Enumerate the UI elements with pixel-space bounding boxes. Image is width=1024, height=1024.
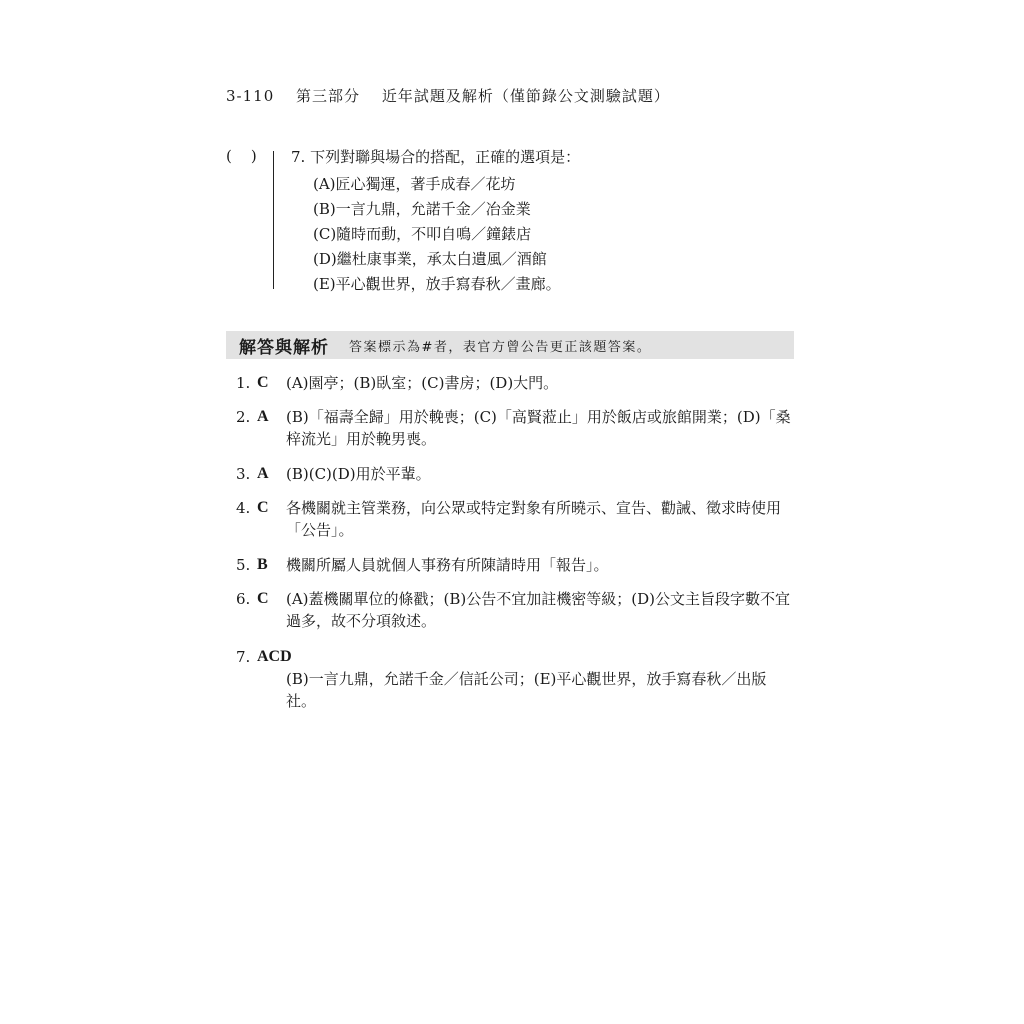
answer-key: C bbox=[257, 499, 269, 516]
answer-item bbox=[236, 463, 796, 485]
answer-number: 7. bbox=[236, 648, 251, 666]
page-header bbox=[226, 85, 796, 106]
answer-number: 6. bbox=[236, 590, 251, 608]
answer-item bbox=[236, 554, 796, 576]
answer-key: A bbox=[257, 465, 269, 482]
answer-explanation: (A)蓋機關單位的條戳；(B)公告不宜加註機密等級；(D)公文主旨段字數不宜過多，故不分項敘述。 bbox=[286, 590, 790, 630]
answer-key: ACD bbox=[257, 648, 292, 665]
answer-number: 3. bbox=[236, 465, 251, 483]
answer-item bbox=[236, 646, 796, 712]
answer-item bbox=[236, 497, 796, 541]
answer-blank: ( ) bbox=[226, 147, 257, 165]
answer-item bbox=[236, 372, 796, 394]
answer-explanation: (A)園亭；(B)臥室；(C)書房；(D)大門。 bbox=[286, 374, 559, 392]
answer-explanation: (B)一言九鼎，允諾千金／信託公司；(E)平心觀世界，放手寫春秋／出版社。 bbox=[286, 670, 767, 710]
answer-explanation: (B)(C)(D)用於平輩。 bbox=[286, 465, 431, 483]
question-divider bbox=[273, 151, 274, 289]
option-b: (B)一言九鼎，允諾千金／冶金業 bbox=[313, 200, 531, 218]
answer-explanation: 各機關就主管業務，向公眾或特定對象有所曉示、宣告、勸誡、徵求時使用「公告」。 bbox=[286, 499, 782, 539]
answers-section-note: 答案標示為#者，表官方曾公告更正該題答案。 bbox=[349, 339, 652, 355]
answer-explanation: 機關所屬人員就個人事務有所陳請時用「報告」。 bbox=[286, 556, 609, 574]
question-block bbox=[226, 147, 796, 292]
page-number: 3-110 bbox=[226, 87, 275, 105]
answer-item bbox=[236, 588, 796, 632]
answer-key: C bbox=[257, 590, 269, 607]
part-label: 第三部分 bbox=[296, 87, 361, 105]
answer-number: 5. bbox=[236, 556, 251, 574]
question-options bbox=[313, 172, 561, 297]
option-c: (C)隨時而動，不叩自鳴／鐘錶店 bbox=[313, 225, 532, 243]
question-text: 7. 下列對聯與場合的搭配，正確的選項是： bbox=[291, 148, 581, 166]
answer-number: 2. bbox=[236, 408, 251, 426]
option-a: (A)匠心獨運，著手成春／花坊 bbox=[313, 175, 516, 193]
answer-item bbox=[236, 406, 796, 450]
option-d: (D)繼杜康事業，承太白遺風／酒館 bbox=[313, 250, 547, 268]
answer-number: 1. bbox=[236, 374, 251, 392]
answer-key: A bbox=[257, 408, 269, 425]
answers-section-title: 解答與解析 bbox=[239, 337, 329, 358]
option-e: (E)平心觀世界，放手寫春秋／畫廊。 bbox=[313, 275, 561, 293]
answer-number: 4. bbox=[236, 499, 251, 517]
answer-key: C bbox=[257, 374, 269, 391]
answer-key: B bbox=[257, 556, 268, 573]
answer-explanation: (B)「福壽全歸」用於輓喪；(C)「高賢蒞止」用於飯店或旅館開業；(D)「桑梓流光」用於輓男喪。 bbox=[286, 408, 791, 448]
answers-section-header bbox=[226, 331, 794, 359]
section-title: 近年試題及解析（僅節錄公文測驗試題） bbox=[381, 87, 670, 105]
